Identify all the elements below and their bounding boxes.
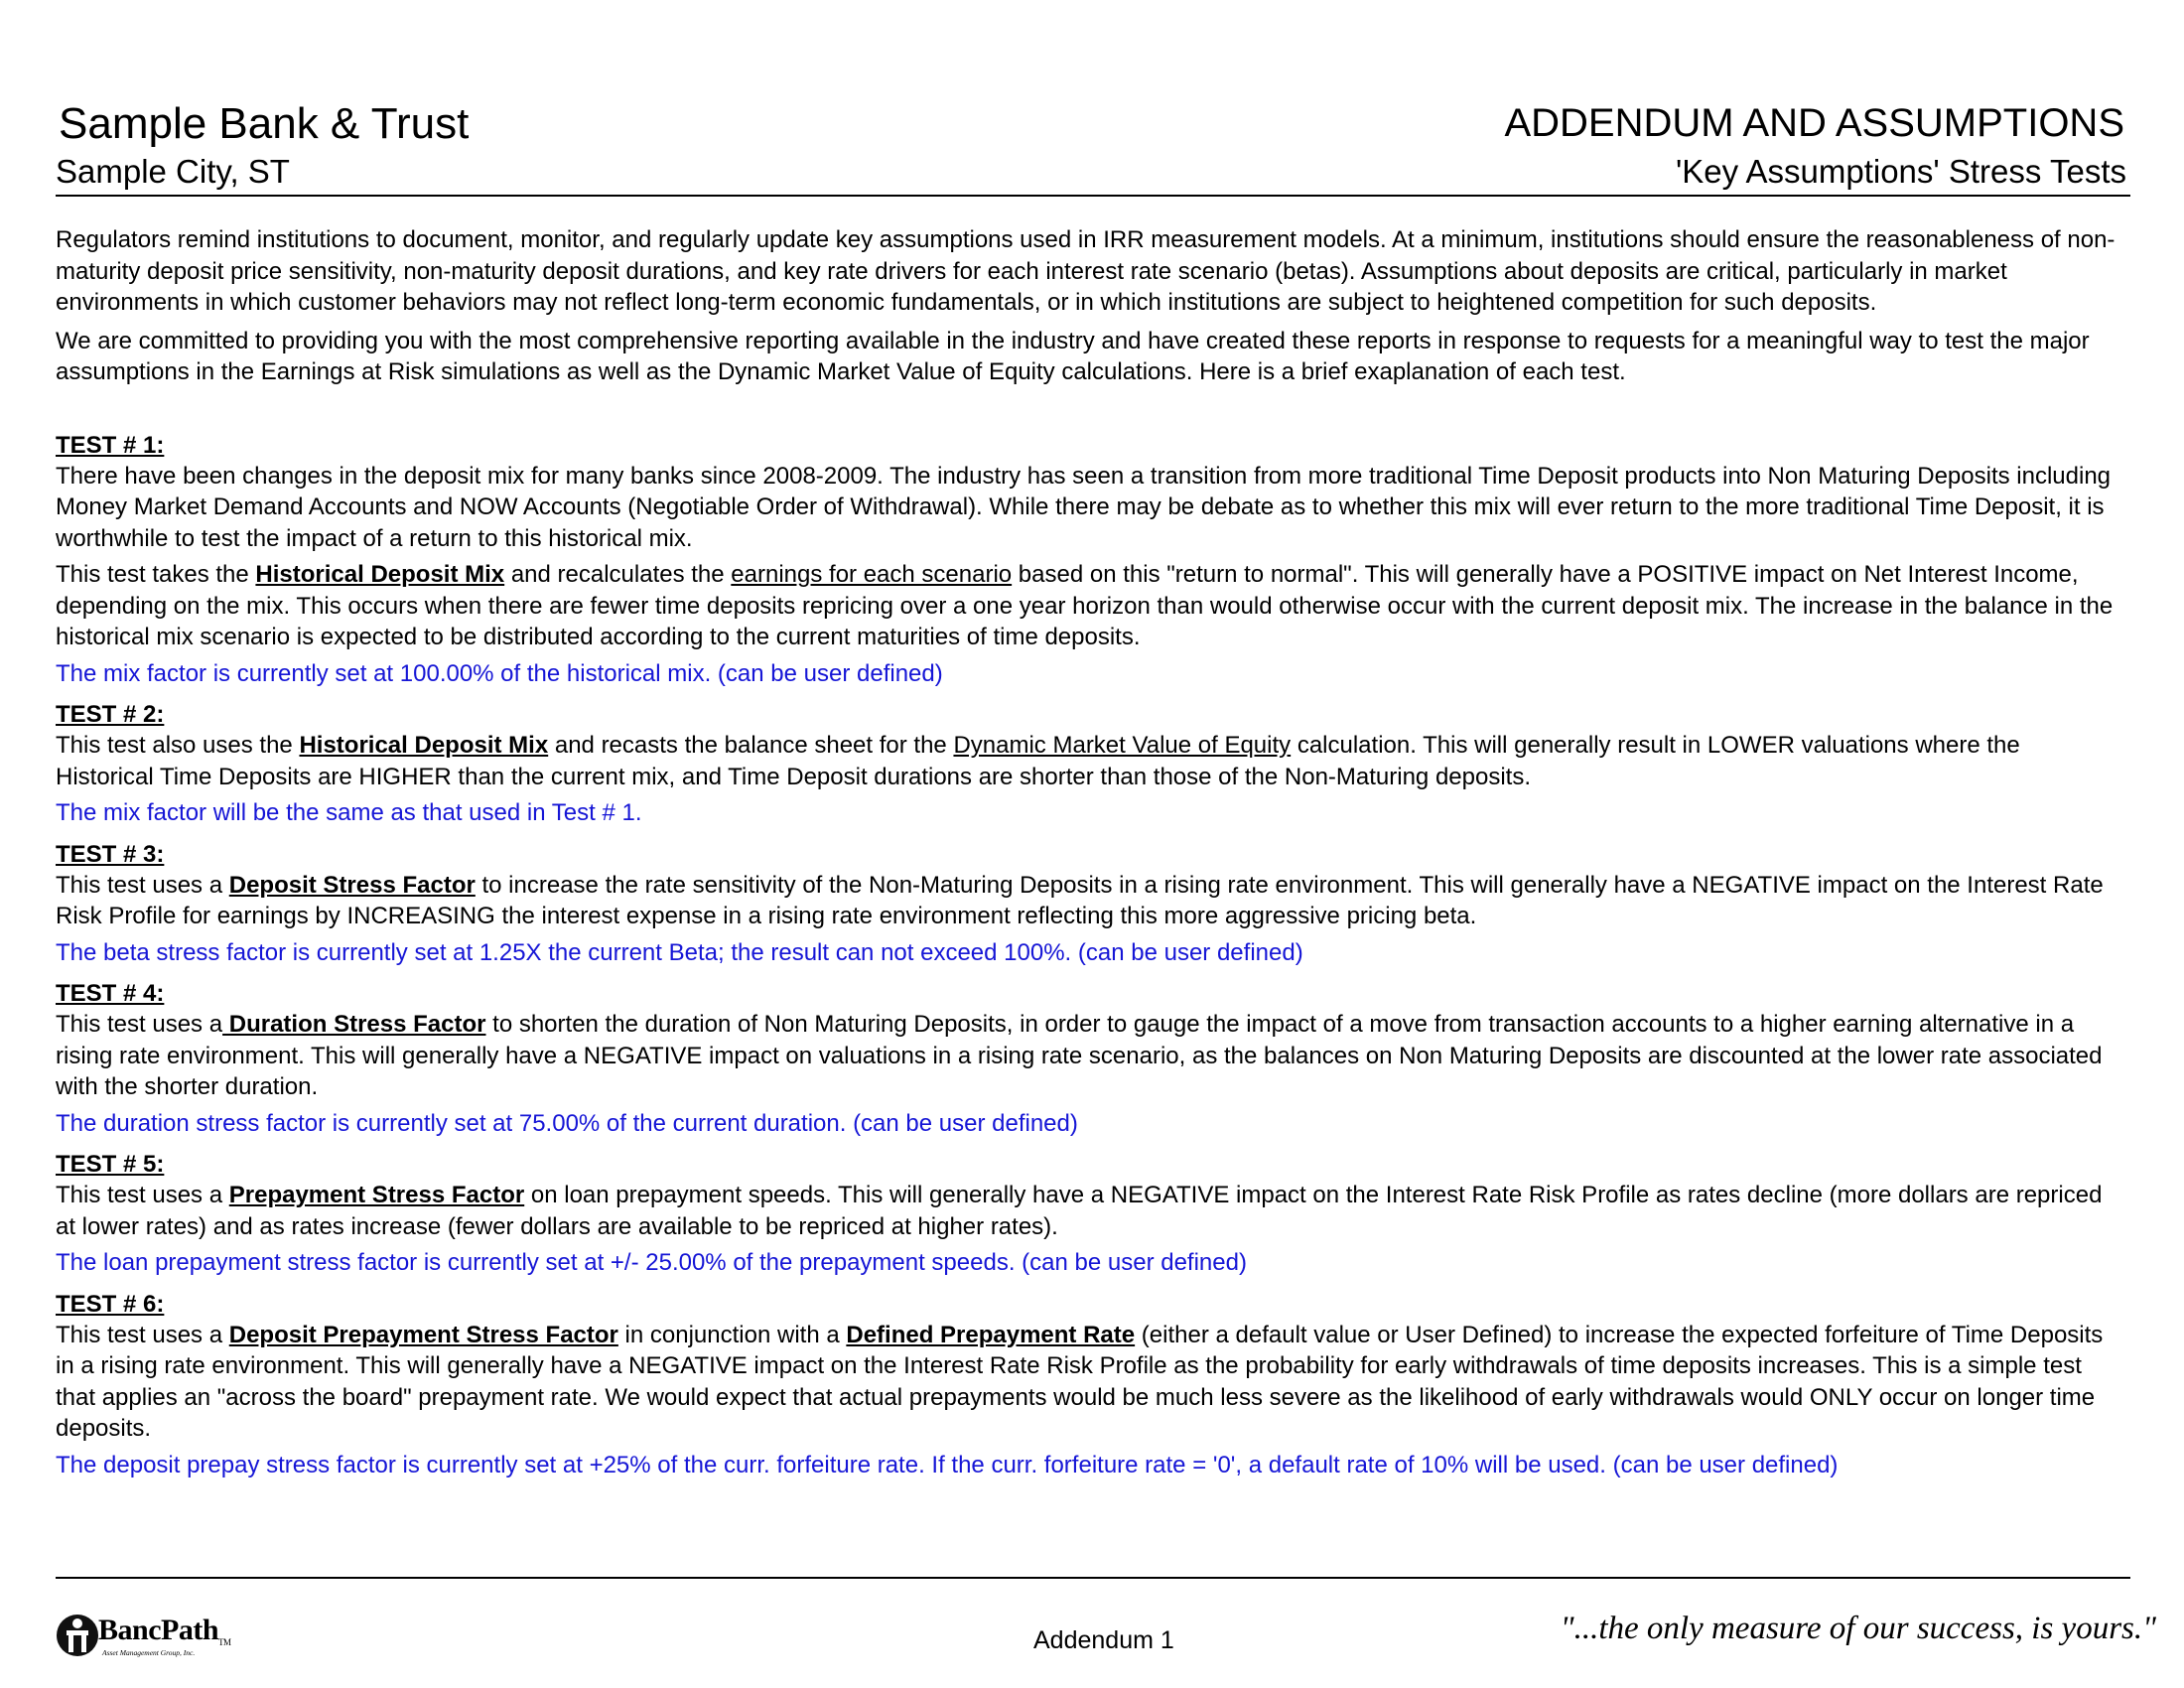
historical-deposit-mix-term: Historical Deposit Mix: [299, 732, 549, 759]
text-fragment: This test uses a: [56, 1321, 229, 1348]
logo-wordmark-text: BancPath: [98, 1614, 219, 1646]
page: [56, 0, 2156, 1688]
test-2-paragraph-1: [56, 730, 2124, 792]
test-6-paragraph-1: [56, 1320, 2124, 1445]
test-5-section: [56, 1149, 2124, 1279]
bank-city: Sample City, ST: [56, 153, 290, 190]
logo-subtitle: Asset Management Group, Inc.: [102, 1648, 196, 1657]
test-4-setting: The duration stress factor is currently set at 75.00% of the current duration. (can be user defined): [56, 1109, 1078, 1137]
bancpath-logo-icon: [56, 1614, 99, 1657]
test-2-setting: The mix factor will be the same as that used in Test # 1.: [56, 799, 642, 826]
text-fragment: (either a default value or User Defined) to increase the expected forfeiture of Time Deposits in a rising rate environment. This will generally have a NEGATIVE impact on the Interest Rate Risk Profile as the probability for early withdrawals of time deposits increases. This is a simple test that applies an "across the board" prepayment rate. We would expect that actual prepayments would be much less severe as the likelihood of early withdrawals would ONLY occur on longer time deposits.: [56, 1321, 2104, 1442]
test-3-section: [56, 839, 2124, 969]
test-1-heading: TEST # 1:: [56, 431, 165, 459]
test-6-heading: TEST # 6:: [56, 1290, 165, 1318]
text-fragment: This test uses a: [56, 1011, 223, 1038]
bancpath-logo: [56, 1612, 254, 1663]
duration-stress-factor-term: Duration Stress Factor: [222, 1011, 486, 1038]
text-fragment: and recasts the balance sheet for the: [548, 732, 954, 759]
text-fragment: and recalculates the: [504, 561, 732, 588]
intro-paragraph-2: We are committed to providing you with the most comprehensive reporting available in the industry and have created these reports in response to requests for a meaningful way to test the major assumptions in the Earnings at Risk simulations as well as the Dynamic Market Value of Equity calculations. Here is a brief exaplanation of each test.: [56, 327, 2090, 385]
prepayment-stress-factor-term: Prepayment Stress Factor: [228, 1182, 525, 1208]
intro-paragraph-1: Regulators remind institutions to document, monitor, and regularly update key assumptions used in IRR measurement models. At a minimum, institutions should ensure the reasonableness of non-maturity deposit price sensitivity, non-maturity deposit durations, and key rate drivers for each interest rate scenario (betas). Assumptions about deposits are critical, particularly in market environments in which customer behaviors may not reflect long-term economic fundamentals, or in which institutions are subject to heightened competition for such deposits.: [56, 226, 2116, 316]
footer-tagline: "...the only measure of our success, is yours.": [1560, 1611, 2156, 1646]
text-fragment: This test uses a: [56, 1182, 229, 1208]
logo-trademark: TM: [218, 1637, 231, 1647]
text-fragment: This test also uses the: [56, 732, 300, 759]
test-1-paragraph-2: [56, 559, 2124, 653]
deposit-stress-factor-term: Deposit Stress Factor: [228, 871, 476, 899]
earnings-each-scenario-term: earnings for each scenario: [731, 561, 1013, 588]
text-fragment: This test uses a: [56, 871, 229, 899]
defined-prepayment-rate-term: Defined Prepayment Rate: [846, 1321, 1136, 1348]
text-fragment: to shorten the duration of Non Maturing Deposits, in order to gauge the impact of a move from transaction accounts to a higher earning alternative in a rising rate environment. This will generally have a NEGATIVE impact on valuations in a rising rate scenario, as the balances on Non Maturing Deposits are discounted at the lower rate associated with the shorter duration.: [56, 1011, 2103, 1100]
footer-divider: [56, 1577, 2130, 1579]
test-4-section: [56, 978, 2124, 1139]
test-5-paragraph-1: [56, 1180, 2124, 1242]
test-3-paragraph-1: [56, 870, 2124, 932]
text-fragment: This test takes the: [56, 561, 256, 588]
text-fragment: to increase the rate sensitivity of the Non-Maturing Deposits in a rising rate environment. This will generally have a NEGATIVE impact on the Interest Rate Risk Profile for earnings by INCREASING the interest expense in a rising rate environment reflecting this more aggressive pricing beta.: [56, 871, 2104, 929]
page-label: Addendum 1: [1033, 1626, 1174, 1654]
logo-wordmark: [98, 1614, 231, 1647]
dynamic-mve-term: Dynamic Market Value of Equity: [953, 732, 1292, 759]
document-subtitle: 'Key Assumptions' Stress Tests: [1675, 153, 2126, 190]
deposit-prepayment-stress-factor-term: Deposit Prepayment Stress Factor: [228, 1321, 618, 1348]
historical-deposit-mix-term: Historical Deposit Mix: [255, 561, 505, 588]
text-fragment: on loan prepayment speeds. This will generally have a NEGATIVE impact on the Interest Rate Risk Profile as rates decline (more dollars are repriced at lower rates) and as rates increase (fewer dollars are available to be repriced at higher rates).: [56, 1182, 2103, 1240]
addendum-content: [56, 224, 2124, 1490]
test-6-section: [56, 1289, 2124, 1481]
test-2-heading: TEST # 2:: [56, 701, 165, 728]
test-2-section: [56, 699, 2124, 829]
test-3-setting: The beta stress factor is currently set at 1.25X the current Beta; the result can not exceed 100%. (can be user defined): [56, 938, 1303, 966]
test-5-heading: TEST # 5:: [56, 1151, 165, 1178]
test-6-setting: The deposit prepay stress factor is currently set at +25% of the curr. forfeiture rate. If the curr. forfeiture rate = '0', a default rate of 10% will be used. (can be user defined): [56, 1451, 1839, 1478]
document-title: ADDENDUM AND ASSUMPTIONS: [1504, 101, 2124, 145]
test-1-section: [56, 430, 2124, 690]
bank-name: Sample Bank & Trust: [59, 99, 470, 148]
text-fragment: in conjunction with a: [617, 1321, 847, 1348]
test-5-setting: The loan prepayment stress factor is currently set at +/- 25.00% of the prepayment speeds. (can be user defined): [56, 1249, 1247, 1276]
text-fragment: calculation. This will generally result in LOWER valuations where the Historical Time Deposits are HIGHER than the current mix, and Time Deposit durations are shorter than those of the Non-Maturing deposits.: [56, 732, 2020, 790]
test-1-setting: The mix factor is currently set at 100.00% of the historical mix. (can be user defined): [56, 659, 943, 687]
test-1-paragraph-1: There have been changes in the deposit mix for many banks since 2008-2009. The industry has seen a transition from more traditional Time Deposit products into Non Maturing Deposits including Money Market Demand Accounts and NOW Accounts (Negotiable Order of Withdrawal). While there may be debate as to whether this mix will ever return to the more traditional Time Deposit, it is worthwhile to test the impact of a return to this historical mix.: [56, 462, 2112, 552]
text-fragment: based on this "return to normal". This will generally have a POSITIVE impact on Net Interest Income, depending on the mix. This occurs when there are fewer time deposits repricing over a one year horizon than would otherwise occur with the current deposit mix. The increase in the balance in the historical mix scenario is expected to be distributed according to the current maturities of time deposits.: [56, 561, 2114, 650]
report-header: [56, 99, 2130, 197]
test-3-heading: TEST # 3:: [56, 840, 165, 868]
test-4-heading: TEST # 4:: [56, 980, 165, 1007]
test-4-paragraph-1: [56, 1009, 2124, 1103]
